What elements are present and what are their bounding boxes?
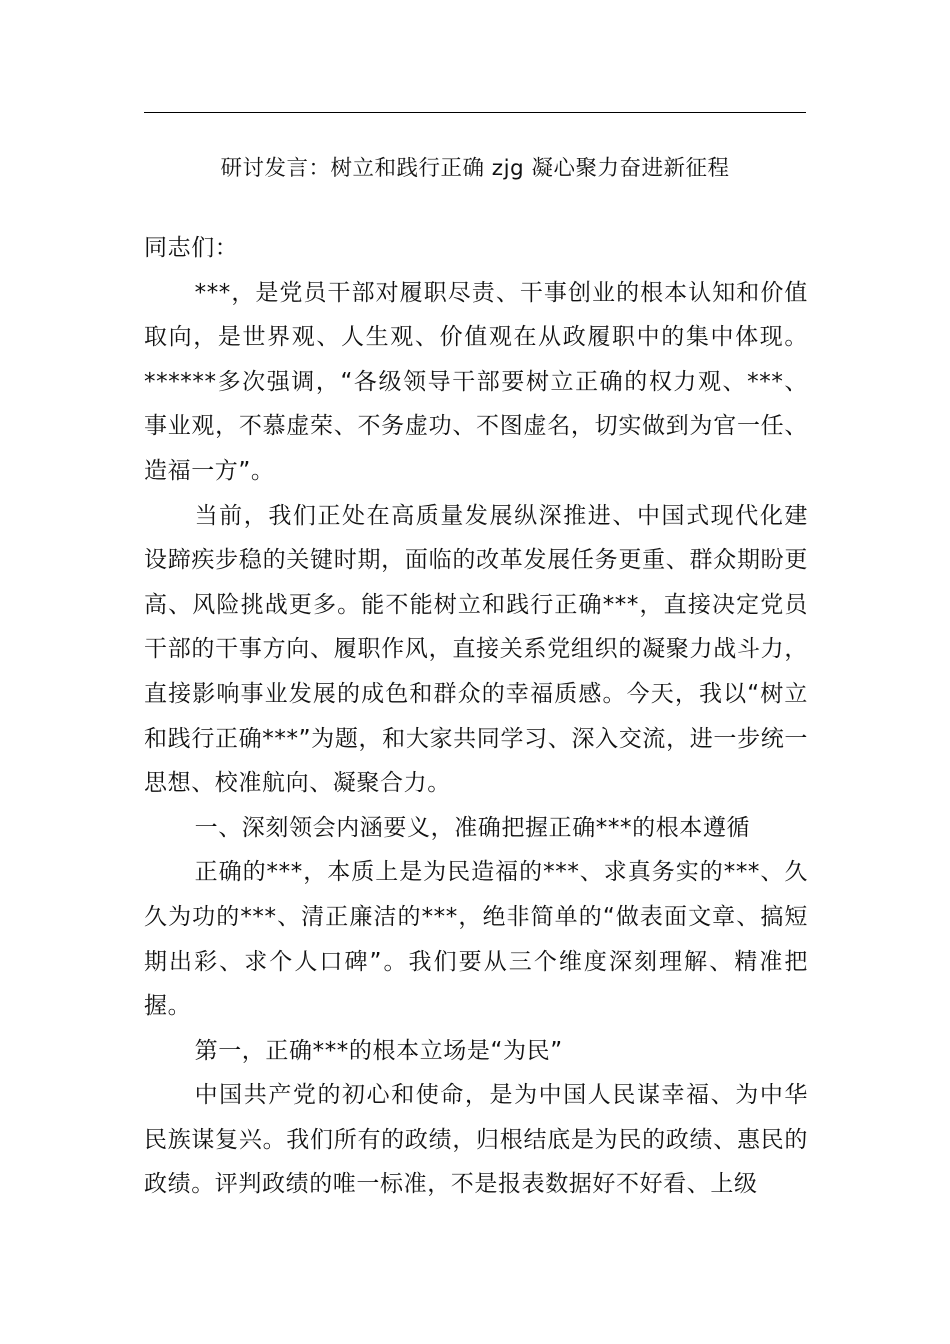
paragraph-context: 当前，我们正处在高质量发展纵深推进、中国式现代化建设蹄疾步稳的关键时期，面临的改革发展任务更重、群众期盼更高、风险挑战更多。能不能树立和践行正确***，直接决定党员干部的干事方向、履职作风，直接关系党组织的凝聚力战斗力，直接影响事业发展的成色和群众的幸福质感。今天，我以“树立和践行正确***”为题，和大家共同学习、深入交流，进一步统一思想、校准航向、凝聚合力。: [144, 502, 808, 797]
paragraph-essence: 正确的***，本质上是为民造福的***、求真务实的***、久久为功的***、清正廉洁的***，绝非简单的“做表面文章、搞短期出彩、求个人口碑”。我们要从三个维度深刻理解、精准把握。: [144, 859, 808, 1020]
paragraph-intro: ***，是党员干部对履职尽责、干事创业的根本认知和价值取向，是世界观、人生观、价值观在从政履职中的集中体现。******多次强调，“各级领导干部要树立正确的权力观、***、事业观，不慕虚荣、不务虚功、不图虚名，切实做到为官一任、造福一方”。: [144, 279, 808, 484]
salutation: 同志们：: [144, 235, 239, 261]
header-rule: [144, 112, 806, 113]
document-body: [144, 226, 808, 1207]
section-heading-1: 一、深刻领会内涵要义，准确把握正确***的根本遵循: [194, 814, 751, 841]
paragraph-mission: 中国共产党的初心和使命，是为中国人民谋幸福、为中华民族谋复兴。我们所有的政绩，归根结底是为民的政绩、惠民的政绩。评判政绩的唯一标准，不是报表数据好不好看、上级: [144, 1082, 808, 1198]
document-title: 研讨发言：树立和践行正确 zjg 凝心聚力奋进新征程: [220, 156, 730, 181]
subheading-1: 第一，正确***的根本立场是“为民”: [194, 1037, 563, 1064]
